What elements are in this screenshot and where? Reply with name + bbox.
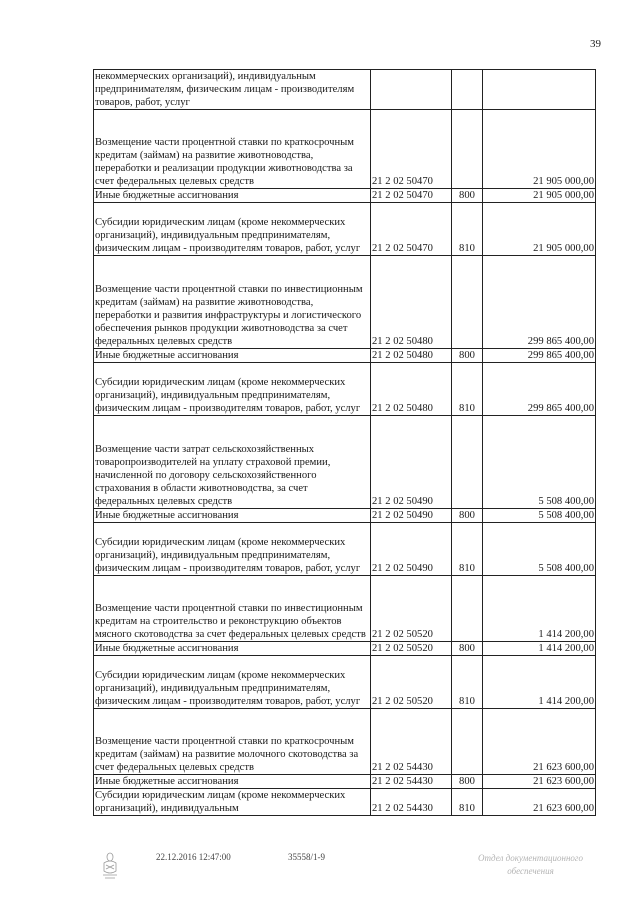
table-row [94,709,596,775]
row-amount: 21 905 000,00 [483,189,596,203]
footer-timestamp: 22.12.2016 12:47:00 [156,852,231,862]
row-type: 810 [452,523,483,576]
row-name: Иные бюджетные ассигнования [94,775,371,789]
row-amount: 299 865 400,00 [483,349,596,363]
row-name: некоммерческих организаций), индивидуальным предпринимателям, физическим лицам - производителям товаров, работ, услуг [94,70,371,110]
row-name: Возмещение части процентной ставки по краткосрочным кредитам (займам) на развитие животноводства, переработки и реализации продукции животноводства за счет федеральных целевых средств [94,110,371,189]
footer-faded-line: Отдел документационного [478,853,583,863]
footer-faded-stamp [453,852,608,878]
row-code: 21 2 02 50470 [371,189,452,203]
row-type [452,110,483,189]
table-row [94,110,596,189]
row-code: 21 2 02 54430 [371,775,452,789]
row-type: 800 [452,189,483,203]
row-code: 21 2 02 50490 [371,416,452,509]
row-amount: 1 414 200,00 [483,656,596,709]
table-row [94,256,596,349]
table-row [94,189,596,203]
row-amount: 21 623 600,00 [483,775,596,789]
row-code: 21 2 02 50520 [371,656,452,709]
row-code: 21 2 02 50520 [371,576,452,642]
row-name: Субсидии юридическим лицам (кроме некоммерческих организаций), индивидуальным предпринимателям, физическим лицам - производителям товаров, работ, услуг [94,523,371,576]
row-name: Возмещение части процентной ставки по инвестиционным кредитам на строительство и реконструкцию объектов мясного скотоводства за счет федеральных целевых средств [94,576,371,642]
row-amount: 299 865 400,00 [483,363,596,416]
row-name: Субсидии юридическим лицам (кроме некоммерческих организаций), индивидуальным предпринимателям, физическим лицам - производителям товаров, работ, услуг [94,203,371,256]
row-amount: 21 623 600,00 [483,789,596,816]
budget-table [93,69,596,816]
row-name: Иные бюджетные ассигнования [94,189,371,203]
row-amount: 21 905 000,00 [483,110,596,189]
table-row [94,789,596,816]
table-row [94,775,596,789]
table-row [94,349,596,363]
row-type: 800 [452,509,483,523]
row-amount: 1 414 200,00 [483,576,596,642]
row-name: Субсидии юридическим лицам (кроме некоммерческих организаций), индивидуальным [94,789,371,816]
row-name: Иные бюджетные ассигнования [94,642,371,656]
row-name: Возмещение части процентной ставки по инвестиционным кредитам (займам) на развитие животноводства, переработки и развития инфраструктуры и логистического обеспечения рынков продукции животноводства за счет федеральных целевых средств [94,256,371,349]
row-amount: 299 865 400,00 [483,256,596,349]
row-code: 21 2 02 54430 [371,709,452,775]
row-type [452,256,483,349]
row-code: 21 2 02 50470 [371,203,452,256]
row-amount: 5 508 400,00 [483,523,596,576]
row-amount: 5 508 400,00 [483,509,596,523]
row-code [371,70,452,110]
row-code: 21 2 02 50520 [371,642,452,656]
row-type: 810 [452,363,483,416]
row-type [452,709,483,775]
seal-icon [100,851,120,881]
table-row [94,203,596,256]
table-row [94,642,596,656]
row-code: 21 2 02 50480 [371,256,452,349]
table-row [94,523,596,576]
row-code: 21 2 02 50490 [371,509,452,523]
row-code: 21 2 02 50480 [371,349,452,363]
page-number: 39 [590,38,601,50]
row-type: 800 [452,349,483,363]
row-amount: 5 508 400,00 [483,416,596,509]
row-name: Субсидии юридическим лицам (кроме некоммерческих организаций), индивидуальным предпринимателям, физическим лицам - производителям товаров, работ, услуг [94,363,371,416]
row-type: 800 [452,642,483,656]
row-code: 21 2 02 50480 [371,363,452,416]
table-row [94,509,596,523]
row-amount [483,70,596,110]
table-row [94,656,596,709]
table-row [94,416,596,509]
footer-doc-number: 35558/1-9 [288,852,325,862]
row-name: Иные бюджетные ассигнования [94,349,371,363]
row-type [452,416,483,509]
row-type [452,576,483,642]
table-row [94,70,596,110]
row-type: 810 [452,203,483,256]
row-name: Возмещение части затрат сельскохозяйственных товаропроизводителей на уплату страховой премии, начисленной по договору сельскохозяйственного страхования в области животноводства, за счет федеральных целевых средств [94,416,371,509]
row-name: Субсидии юридическим лицам (кроме некоммерческих организаций), индивидуальным предпринимателям, физическим лицам - производителям товаров, работ, услуг [94,656,371,709]
table-row [94,363,596,416]
table-row [94,576,596,642]
row-code: 21 2 02 50490 [371,523,452,576]
row-type: 810 [452,789,483,816]
footer-faded-line: обеспечения [507,866,554,876]
row-name: Возмещение части процентной ставки по краткосрочным кредитам (займам) на развитие молочного скотоводства за счет федеральных целевых средств [94,709,371,775]
row-amount: 1 414 200,00 [483,642,596,656]
row-code: 21 2 02 50470 [371,110,452,189]
row-type: 800 [452,775,483,789]
row-code: 21 2 02 54430 [371,789,452,816]
row-amount: 21 623 600,00 [483,709,596,775]
row-type [452,70,483,110]
row-amount: 21 905 000,00 [483,203,596,256]
row-type: 810 [452,656,483,709]
row-name: Иные бюджетные ассигнования [94,509,371,523]
